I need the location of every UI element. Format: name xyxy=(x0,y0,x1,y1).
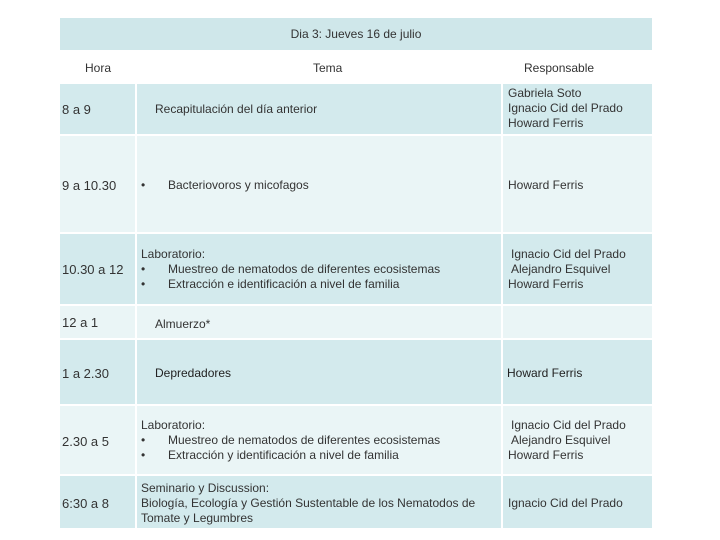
tema-cell xyxy=(137,340,503,406)
hora-text: 10.30 a 12 xyxy=(62,262,124,277)
responsable-cell xyxy=(503,234,652,306)
tema-item: Extracción y identificación a nivel de familia xyxy=(168,448,399,462)
header-responsable xyxy=(503,50,652,84)
hora-cell xyxy=(60,406,137,476)
bullet-icon: • xyxy=(141,433,146,447)
tema-item: Muestreo de nematodos de diferentes ecosistemas xyxy=(168,262,441,276)
bullet-icon: • xyxy=(141,262,146,276)
header-row xyxy=(60,50,652,84)
table-row xyxy=(60,306,652,340)
hora-cell xyxy=(60,340,137,406)
responsable-name: Howard Ferris xyxy=(508,178,584,192)
tema-item: Muestreo de nematodos de diferentes ecosistemas xyxy=(168,433,441,447)
tema-text: Recapitulación del día anterior xyxy=(155,102,318,116)
table-title: Dia 3: Jueves 16 de julio xyxy=(60,18,652,50)
tema-cell xyxy=(137,306,503,340)
responsable-name: Gabriela Soto xyxy=(508,86,582,100)
responsable-cell xyxy=(503,84,652,136)
tema-intro: Laboratorio: xyxy=(141,247,206,261)
responsable-name: Howard Ferris xyxy=(508,277,584,291)
responsable-name: Howard Ferris xyxy=(508,116,584,130)
bullet-icon: • xyxy=(141,277,146,291)
hora-cell xyxy=(60,476,137,530)
header-tema-label: Tema xyxy=(313,61,343,75)
hora-cell xyxy=(60,234,137,306)
hora-text: 12 a 1 xyxy=(62,315,99,330)
responsable-name: Alejandro Esquivel xyxy=(511,433,611,447)
table-row xyxy=(60,84,652,136)
responsable-cell xyxy=(503,136,652,234)
table-row xyxy=(60,476,652,530)
responsable-cell xyxy=(503,476,652,530)
responsable-name: Alejandro Esquivel xyxy=(511,262,611,276)
tema-intro: Laboratorio: xyxy=(141,418,206,432)
responsable-cell xyxy=(503,340,652,406)
hora-text: 9 a 10.30 xyxy=(62,178,117,193)
hora-cell xyxy=(60,306,137,340)
tema-item: Extracción e identificación a nivel de familia xyxy=(168,277,400,291)
tema-cell xyxy=(137,234,503,306)
tema-line: Tomate y Legumbres xyxy=(141,511,254,525)
bullet-icon: • xyxy=(141,448,146,462)
hora-text: 8 a 9 xyxy=(62,102,91,117)
tema-cell xyxy=(137,476,503,530)
schedule-table xyxy=(60,18,652,530)
responsable-cell xyxy=(503,406,652,476)
responsable-cell xyxy=(503,306,652,340)
tema-item: Bacteriovoros y micofagos xyxy=(168,178,309,192)
table-row xyxy=(60,234,652,306)
responsable-name: Ignacio Cid del Prado xyxy=(508,101,623,115)
table-row xyxy=(60,340,652,406)
tema-text: Depredadores xyxy=(155,366,232,380)
tema-cell xyxy=(137,136,503,234)
hora-cell xyxy=(60,136,137,234)
hora-text: 1 a 2.30 xyxy=(62,366,109,381)
tema-text: Almuerzo* xyxy=(155,317,211,331)
hora-text: 2.30 a 5 xyxy=(62,434,109,449)
hora-text: 6:30 a 8 xyxy=(62,496,109,511)
responsable-name: Ignacio Cid del Prado xyxy=(508,496,623,510)
header-tema xyxy=(137,50,503,84)
responsable-name: Howard Ferris xyxy=(507,366,583,380)
tema-line: Biología, Ecología y Gestión Sustentable de los Nematodos de xyxy=(141,496,476,510)
header-hora-label: Hora xyxy=(85,61,112,75)
responsable-name: Ignacio Cid del Prado xyxy=(511,418,626,432)
tema-cell xyxy=(137,84,503,136)
tema-cell xyxy=(137,406,503,476)
tema-line: Seminario y Discussion: xyxy=(141,481,270,495)
hora-cell xyxy=(60,84,137,136)
header-hora xyxy=(60,50,137,84)
table-row xyxy=(60,406,652,476)
responsable-name: Ignacio Cid del Prado xyxy=(511,247,626,261)
bullet-icon: • xyxy=(141,178,146,192)
responsable-name: Howard Ferris xyxy=(508,448,584,462)
header-responsable-label: Responsable xyxy=(524,61,595,75)
table-row xyxy=(60,136,652,234)
